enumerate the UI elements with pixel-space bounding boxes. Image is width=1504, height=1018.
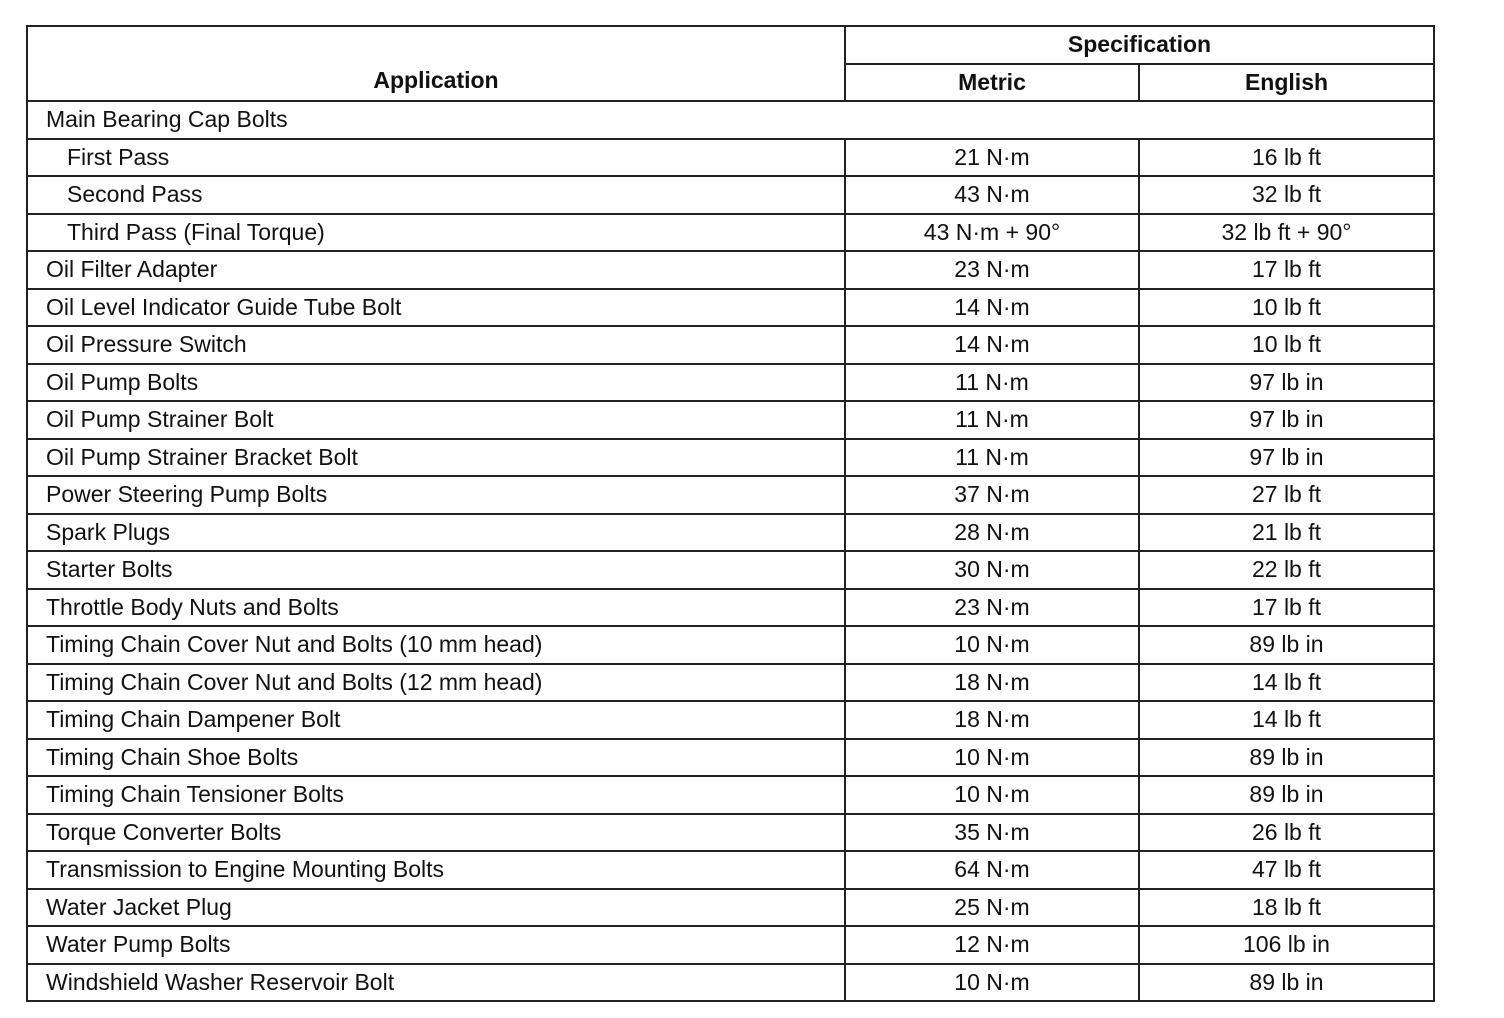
application-cell: Third Pass (Final Torque) [27,214,845,252]
application-cell: Power Steering Pump Bolts [27,476,845,514]
application-cell: Timing Chain Dampener Bolt [27,701,845,739]
application-cell: Timing Chain Cover Nut and Bolts (12 mm head) [27,664,845,702]
application-cell: Torque Converter Bolts [27,814,845,852]
metric-cell: 11 N·m [845,401,1139,439]
application-cell: Timing Chain Cover Nut and Bolts (10 mm head) [27,626,845,664]
english-column-header: English [1139,64,1434,102]
table-row [27,626,1434,664]
table-row [27,439,1434,477]
table-row [27,776,1434,814]
english-cell: 14 lb ft [1139,664,1434,702]
english-cell: 14 lb ft [1139,701,1434,739]
metric-cell: 14 N·m [845,326,1139,364]
english-cell: 17 lb ft [1139,589,1434,627]
application-cell: Water Pump Bolts [27,926,845,964]
metric-cell: 10 N·m [845,776,1139,814]
english-cell: 47 lb ft [1139,851,1434,889]
english-cell: 89 lb in [1139,776,1434,814]
english-cell: 89 lb in [1139,964,1434,1002]
english-cell: 10 lb ft [1139,326,1434,364]
table-row [27,401,1434,439]
metric-cell: 11 N·m [845,364,1139,402]
metric-cell: 11 N·m [845,439,1139,477]
table-row [27,664,1434,702]
metric-cell: 37 N·m [845,476,1139,514]
application-cell: Throttle Body Nuts and Bolts [27,589,845,627]
metric-cell: 12 N·m [845,926,1139,964]
english-cell: 22 lb ft [1139,551,1434,589]
group-row [27,101,1434,139]
header-row-top [27,26,1434,64]
group-sub-row [27,176,1434,214]
table-row [27,551,1434,589]
metric-cell: 10 N·m [845,739,1139,777]
english-cell: 97 lb in [1139,401,1434,439]
application-cell: Timing Chain Tensioner Bolts [27,776,845,814]
table-row [27,589,1434,627]
table-header [27,26,1434,101]
application-cell: Oil Filter Adapter [27,251,845,289]
table-row [27,476,1434,514]
metric-cell: 25 N·m [845,889,1139,927]
metric-cell: 14 N·m [845,289,1139,327]
application-cell: Transmission to Engine Mounting Bolts [27,851,845,889]
metric-cell: 30 N·m [845,551,1139,589]
application-cell: Windshield Washer Reservoir Bolt [27,964,845,1002]
application-cell: Starter Bolts [27,551,845,589]
metric-cell: 18 N·m [845,664,1139,702]
application-cell: Timing Chain Shoe Bolts [27,739,845,777]
english-cell: 17 lb ft [1139,251,1434,289]
application-cell: Oil Pressure Switch [27,326,845,364]
metric-cell: 18 N·m [845,701,1139,739]
application-cell: Oil Pump Strainer Bracket Bolt [27,439,845,477]
metric-cell: 10 N·m [845,964,1139,1002]
application-cell: Oil Level Indicator Guide Tube Bolt [27,289,845,327]
metric-cell: 23 N·m [845,589,1139,627]
group-label: Main Bearing Cap Bolts [27,101,1434,139]
application-cell: Oil Pump Strainer Bolt [27,401,845,439]
application-cell: Second Pass [27,176,845,214]
specification-column-header: Specification [845,26,1434,64]
english-cell: 97 lb in [1139,439,1434,477]
metric-cell: 21 N·m [845,139,1139,177]
group-sub-row [27,214,1434,252]
metric-cell: 43 N·m [845,176,1139,214]
english-cell: 16 lb ft [1139,139,1434,177]
table-row [27,889,1434,927]
english-cell: 89 lb in [1139,626,1434,664]
metric-cell: 10 N·m [845,626,1139,664]
english-cell: 97 lb in [1139,364,1434,402]
table-row [27,926,1434,964]
table-row [27,739,1434,777]
application-cell: Spark Plugs [27,514,845,552]
application-cell: Oil Pump Bolts [27,364,845,402]
torque-spec-table [26,25,1435,1002]
application-cell: First Pass [27,139,845,177]
english-cell: 10 lb ft [1139,289,1434,327]
english-cell: 32 lb ft + 90° [1139,214,1434,252]
english-cell: 21 lb ft [1139,514,1434,552]
table-row [27,851,1434,889]
metric-cell: 23 N·m [845,251,1139,289]
group-sub-row [27,139,1434,177]
metric-column-header: Metric [845,64,1139,102]
table-row [27,964,1434,1002]
table-row [27,251,1434,289]
application-cell: Water Jacket Plug [27,889,845,927]
metric-cell: 28 N·m [845,514,1139,552]
english-cell: 27 lb ft [1139,476,1434,514]
table-row [27,364,1434,402]
english-cell: 18 lb ft [1139,889,1434,927]
metric-cell: 43 N·m + 90° [845,214,1139,252]
table-body [27,101,1434,1001]
metric-cell: 64 N·m [845,851,1139,889]
english-cell: 106 lb in [1139,926,1434,964]
table-row [27,701,1434,739]
english-cell: 32 lb ft [1139,176,1434,214]
english-cell: 89 lb in [1139,739,1434,777]
table-row [27,514,1434,552]
table-row [27,289,1434,327]
english-cell: 26 lb ft [1139,814,1434,852]
application-column-header: Application [27,26,845,101]
metric-cell: 35 N·m [845,814,1139,852]
table-row [27,814,1434,852]
table-row [27,326,1434,364]
